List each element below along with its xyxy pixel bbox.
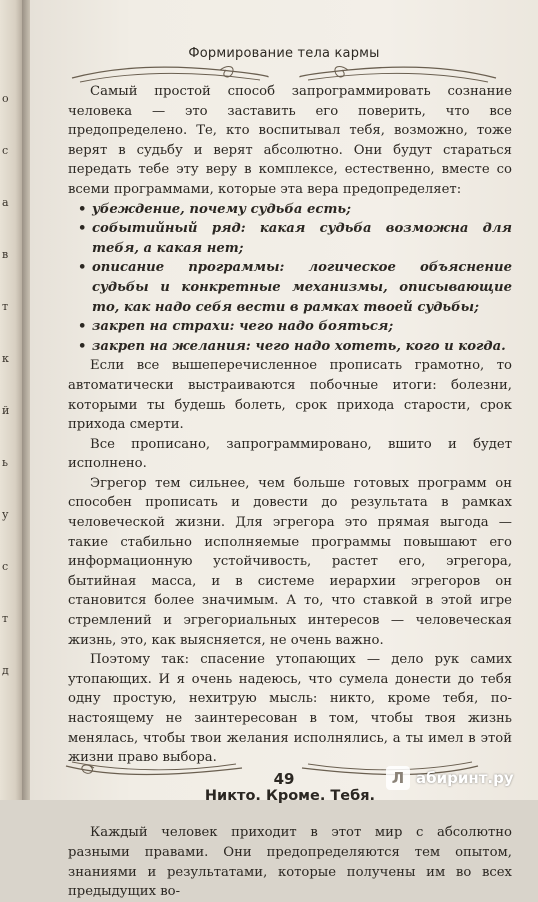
book-gutter [22, 0, 30, 800]
bullet-dot-icon: • [78, 221, 87, 237]
bullet-text: закреп на желания: чего надо хотеть, кого и когда. [92, 338, 506, 354]
adjacent-page-fragment: т [2, 300, 9, 313]
bullet-item [68, 317, 512, 337]
labirint-watermark [386, 766, 514, 790]
book-page [30, 0, 538, 900]
bullet-dot-icon: • [78, 319, 87, 335]
bullet-item [68, 200, 512, 220]
adjacent-page-fragment: т [2, 612, 9, 625]
adjacent-page-fragment: с [2, 560, 9, 573]
watermark-text: абиринт.ру [416, 769, 514, 787]
bullet-text: событийный ряд: какая судьба возможна для тебя, а какая нет; [92, 221, 512, 256]
adjacent-page-fragment: ь [2, 456, 8, 469]
bullet-text: закреп на страхи: чего надо бояться; [92, 319, 394, 335]
paragraph: Самый простой способ запрограммировать сознание человека — это заставить его поверить, что все предопределено. Те, кто воспитывал тебя, возможно, тоже верят в судьбу и верят абсолютно. Они будут стараться передать тебе эту веру в комплексе, естественно, вместе со всеми программами, которые эта вера предопределяет: [68, 84, 512, 197]
bullet-item [68, 219, 512, 258]
paragraph: Все прописано, запрограммировано, вшито и будет исполнено. [68, 436, 512, 472]
bullet-text: описание программы: логическое объяснение судьбы и конкретные механизмы, описывающие то, как надо себя вести в рамках твоей судьбы; [92, 260, 512, 315]
running-title: Формирование тела кармы [188, 46, 380, 61]
adjacent-page-fragment: й [2, 404, 10, 417]
bullet-text: убеждение, почему судьба есть; [92, 201, 351, 217]
bullet-item [68, 258, 512, 317]
bullet-item [68, 337, 512, 357]
adjacent-page-fragment: с [2, 144, 9, 157]
adjacent-page-fragment: у [2, 508, 9, 521]
page-number: 49 [273, 770, 295, 788]
bullet-dot-icon: • [78, 338, 87, 354]
adjacent-page-fragment: к [2, 352, 9, 365]
bullet-dot-icon: • [78, 260, 87, 276]
paragraph: Эгрегор тем сильнее, чем больше готовых программ он способен прописать и довести до результата в рамках человеческой жизни. Для эгрегора это прямая выгода — такие стабильно исполняемые программы повышают его информационную устойчивость, растет его, эгрегора, бытийная масса, и в системе иерархии эгрегоров он становится более значимым. А то, что ставкой в этой игре стремлений и эгрегориальных интересов — человеческая жизнь, это, как выясняется, не очень важно. [68, 475, 512, 648]
adjacent-page-fragment: а [2, 196, 9, 209]
adjacent-page-fragment: о [2, 92, 9, 105]
paragraph: Если все вышеперечисленное прописать грамотно, то автоматически выстраиваются побочные итоги: болезни, которыми ты будешь болеть, срок прихода старости, срок прихода смерти. [68, 358, 512, 433]
labirint-logo-icon: Л [386, 766, 410, 790]
adjacent-page-fragment: д [2, 664, 9, 677]
paragraph: Каждый человек приходит в этот мир с абсолютно разными правами. Они предопределяются тем опытом, знаниями и результатами, которые получены им во всех предыдущих во- [68, 825, 512, 900]
adjacent-page-fragment: в [2, 248, 9, 261]
adjacent-page-edge [0, 0, 22, 800]
paragraph: Поэтому так: спасение утопающих — дело рук самих утопающих. И я очень надеюсь, что сумела донести до тебя одну простую, нехитрую мысль: никто, кроме тебя, по-настоящему не заинтересован в том, чтобы твоя жизнь менялась, чтобы твои желания исполнялись, а ты имел в этой жизни право выбора. [68, 652, 512, 766]
section-title: Никто. Кроме. Тебя. [204, 787, 376, 804]
bullet-dot-icon: • [78, 201, 87, 217]
